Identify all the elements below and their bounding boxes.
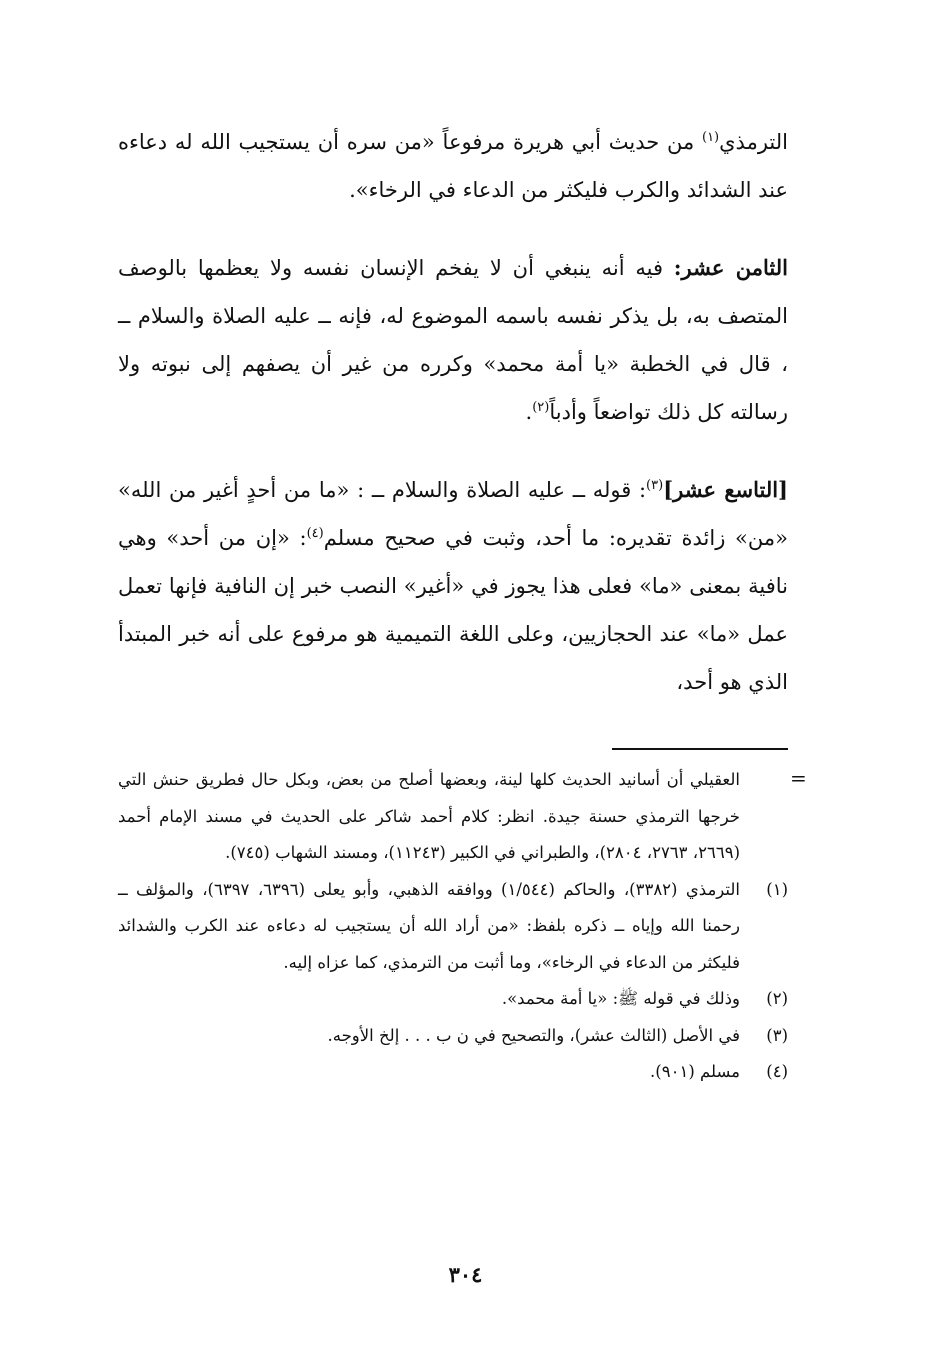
footnote-continuation-mark: = [790, 766, 807, 790]
footnote-number: (١) [766, 879, 788, 899]
footnotes [118, 762, 788, 1091]
page-number: ٣٠٤ [448, 1262, 483, 1287]
paragraph-2-body: فيه أنه ينبغي أن لا يفخم الإنسان نفسه ولا يعظمها بالوصف المتصف به، بل يذكر نفسه باسمه الموضوع له، فإنه ــ عليه الصلاة والسلام ــ ، قال في الخطبة «يا أمة محمد» وكرره من غير أن يصفهم إلى نبوته ولا رسالته كل ذلك تواضعاً وأدباً [118, 256, 788, 424]
paragraph-3-heading: [التاسع عشر] [663, 477, 788, 502]
footnote-ref-2: (٢) [532, 400, 550, 415]
paragraph-2-end: . [525, 400, 533, 424]
paragraph-1 [118, 118, 788, 214]
footnote-3 [118, 1018, 788, 1055]
footnote-text: الترمذي (٣٣٨٢)، والحاكم (١/٥٤٤) ووافقه الذهبي، وأبو يعلى (٦٣٩٦، ٦٣٩٧)، والمؤلف ــ رحمنا الله وإياه ــ ذكره بلفظ: «من أراد الله أن يستجيب له دعاءه عند الكرب والشدائد فليكثر من الدعاء في الرخاء»، وما أثبت من الترمذي، كما عزاه إليه. [118, 879, 740, 972]
footnote-number: (٢) [766, 989, 788, 1008]
paragraph-1-start: الترمذي [719, 130, 788, 154]
footnote-1 [118, 872, 788, 982]
footnote-continued: العقيلي أن أسانيد الحديث كلها لينة، وبعضها أصلح من بعض، وبكل حال فطريق حنش التي خرجها الترمذي حسنة جيدة. انظر: كلام أحمد شاكر على الحديث في مسند الإمام أحمد (٢٦٦٩، ٢٧٦٣، ٢٨٠٤)، والطبراني في الكبير (١١٢٤٣)، ومسند الشهاب (٧٤٥). [118, 770, 740, 862]
paragraph-3-body: : قوله ــ عليه الصلاة والسلام ــ : «ما من أحدٍ أغير من الله» «من» زائدة تقديره: ما أحد، وثبت في صحيح مسلم [118, 478, 788, 550]
paragraph-2-heading: الثامن عشر: [673, 255, 788, 280]
footnote-number: (٤) [766, 1062, 788, 1081]
footnote-ref-3: (٣) [646, 478, 664, 493]
footnote-number: (٣) [766, 1025, 788, 1045]
footnote-ref-4: (٤) [306, 526, 324, 541]
paragraph-1-body: من حديث أبي هريرة مرفوعاً «من سره أن يستجيب الله له دعاءه عند الشدائد والكرب فليكثر من الدعاء في الرخاء». [118, 130, 788, 202]
footnote-4 [118, 1054, 788, 1091]
footnote-text: مسلم (٩٠١). [650, 1062, 740, 1081]
main-text [118, 118, 788, 736]
paragraph-2 [118, 244, 788, 436]
footnote-separator [612, 748, 788, 750]
footnote-text: وذلك في قوله ﷺ: «يا أمة محمد». [501, 989, 740, 1008]
paragraph-3 [118, 466, 788, 706]
footnote-2 [118, 981, 788, 1018]
footnote-ref-1: (١) [701, 130, 720, 145]
paragraph-3-end: : «إن من أحد» وهي نافية بمعنى «ما» فعلى هذا يجوز في «أغير» النصب خبر إن النافية فإنها تعمل عمل «ما» عند الحجازيين، وعلى اللغة التميمية هو مرفوع على أنه خبر المبتدأ الذي هو أحد، [118, 526, 788, 694]
footnote-text: في الأصل (الثالث عشر)، والتصحيح في ن ب . . . إلخ الأوجه. [327, 1025, 740, 1045]
